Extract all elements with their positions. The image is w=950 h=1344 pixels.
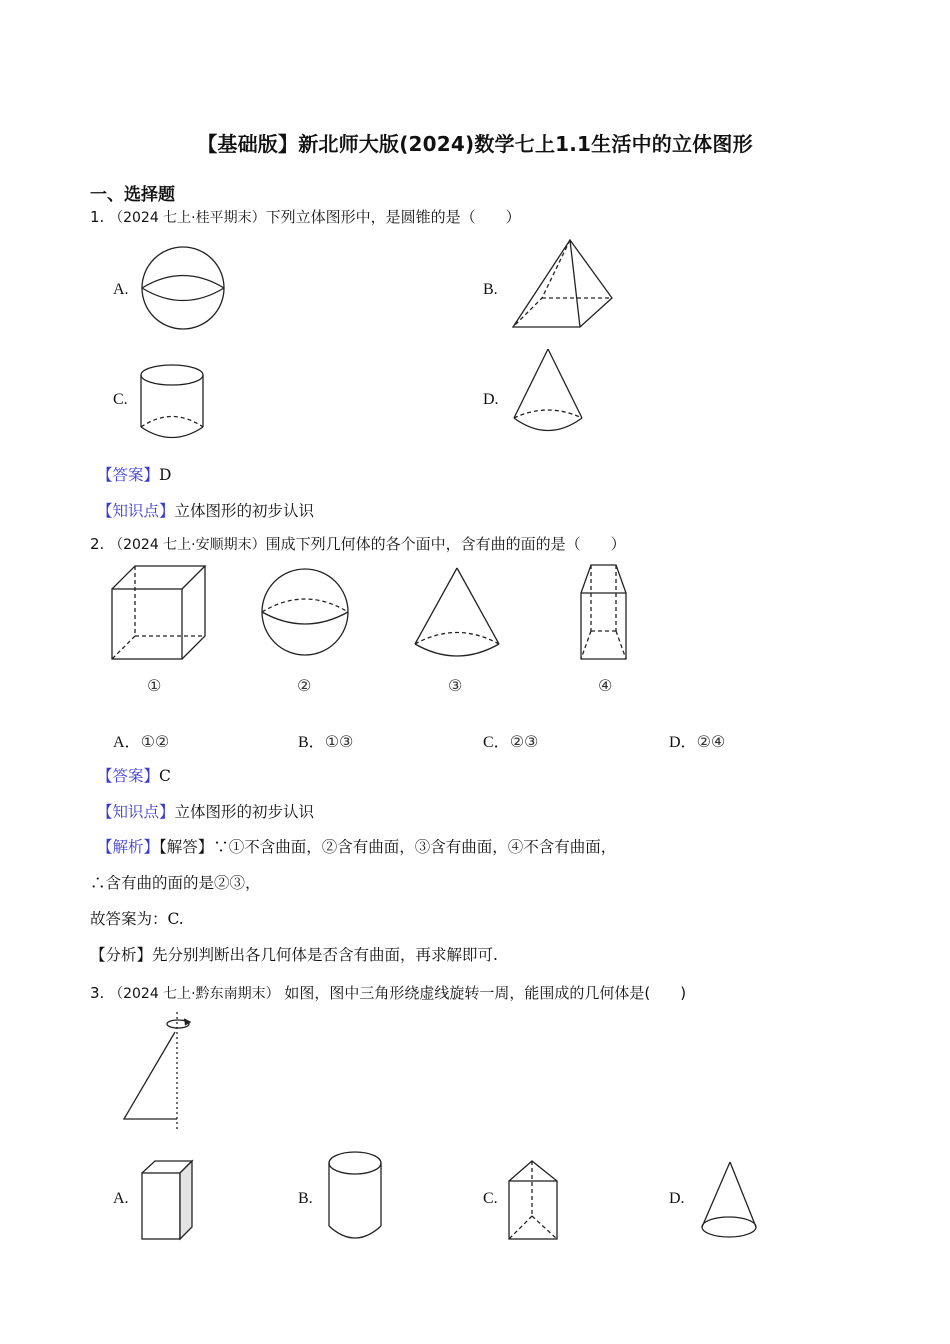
rotating-triangle-icon — [120, 1012, 190, 1132]
knowledge-value: 立体图形的初步认识 — [174, 502, 315, 520]
q3-option-d-label: D. — [669, 1190, 685, 1207]
answer-tag: 【答案】 — [97, 466, 160, 484]
q1-option-b-label: B. — [483, 281, 498, 298]
question-1-stem — [90, 206, 521, 227]
q3-option-a-label: A. — [113, 1190, 129, 1207]
q1-option-c-label: C. — [113, 391, 128, 408]
prism-frustum-icon — [580, 563, 632, 661]
cone-icon — [512, 347, 592, 437]
figure-label-1: ① — [147, 676, 162, 695]
solution-tag: 【解答】 — [159, 838, 214, 856]
sphere-icon — [261, 566, 351, 660]
q1-knowledge — [97, 499, 314, 521]
question-source: （2024 七上·桂平期末） — [109, 210, 266, 226]
question-number: 1. — [90, 208, 105, 226]
sphere-icon — [140, 246, 230, 330]
figure-label-3: ③ — [448, 676, 463, 695]
figure-label-4: ④ — [598, 676, 613, 695]
q2-option-b: B．①③ — [298, 732, 354, 751]
q2-knowledge — [97, 800, 314, 822]
question-text: 围成下列几何体的各个面中，含有曲的面的是（ ） — [265, 535, 626, 553]
q2-reasoning — [90, 943, 498, 965]
solution-line-2: ∴含有曲的面的是②③， — [90, 874, 261, 892]
knowledge-tag: 【知识点】 — [97, 502, 175, 520]
triangular-prism-icon — [508, 1158, 564, 1242]
knowledge-value: 立体图形的初步认识 — [174, 803, 315, 821]
q2-answer — [97, 764, 171, 786]
cone-icon — [413, 566, 503, 660]
question-number: 2. — [90, 535, 105, 553]
cylinder-icon — [328, 1150, 386, 1242]
answer-value: C — [159, 767, 171, 785]
q2-option-a: A．①② — [113, 732, 170, 751]
page-title: 【基础版】新北师大版(2024)数学七上1.1生活中的立体图形 — [197, 132, 753, 156]
reasoning-tag: 【分析】 — [90, 946, 153, 964]
question-source: （2024 七上·安顺期末） — [109, 537, 266, 553]
question-3-stem — [90, 982, 686, 1003]
q1-option-a-label: A. — [113, 281, 129, 298]
q1-option-d-label: D. — [483, 391, 499, 408]
question-2-stem — [90, 533, 626, 554]
q3-option-b-label: B. — [298, 1190, 313, 1207]
answer-value: D — [159, 466, 172, 484]
cube-icon — [111, 564, 206, 660]
question-text: 如图，图中三角形绕虚线旋转一周，能围成的几何体是( ) — [279, 984, 687, 1002]
cylinder-icon — [140, 360, 208, 442]
figure-label-2: ② — [297, 676, 312, 695]
analysis-tag: 【解析】 — [97, 838, 160, 856]
question-number: 3. — [90, 984, 105, 1002]
question-text: 下列立体图形中，是圆锥的是（ ） — [265, 208, 521, 226]
square-pyramid-icon — [510, 238, 615, 330]
cone-icon — [700, 1160, 760, 1242]
rectangular-prism-icon — [140, 1160, 196, 1242]
q1-answer — [97, 463, 171, 485]
answer-tag: 【答案】 — [97, 767, 160, 785]
q2-option-c: C．②③ — [483, 732, 539, 751]
section-heading: 一、选择题 — [90, 185, 175, 205]
q2-option-d: D．②④ — [669, 732, 726, 751]
q2-analysis — [97, 835, 616, 857]
question-source: （2024 七上·黔东南期末） — [109, 986, 280, 1002]
reasoning-value: 先分别判断出各几何体是否含有曲面，再求解即可. — [152, 946, 498, 964]
solution-line-1: ∵①不含曲面，②含有曲面，③含有曲面，④不含有曲面， — [213, 838, 617, 856]
q3-option-c-label: C. — [483, 1190, 498, 1207]
solution-line-3: 故答案为：C. — [90, 910, 184, 928]
knowledge-tag: 【知识点】 — [97, 803, 175, 821]
